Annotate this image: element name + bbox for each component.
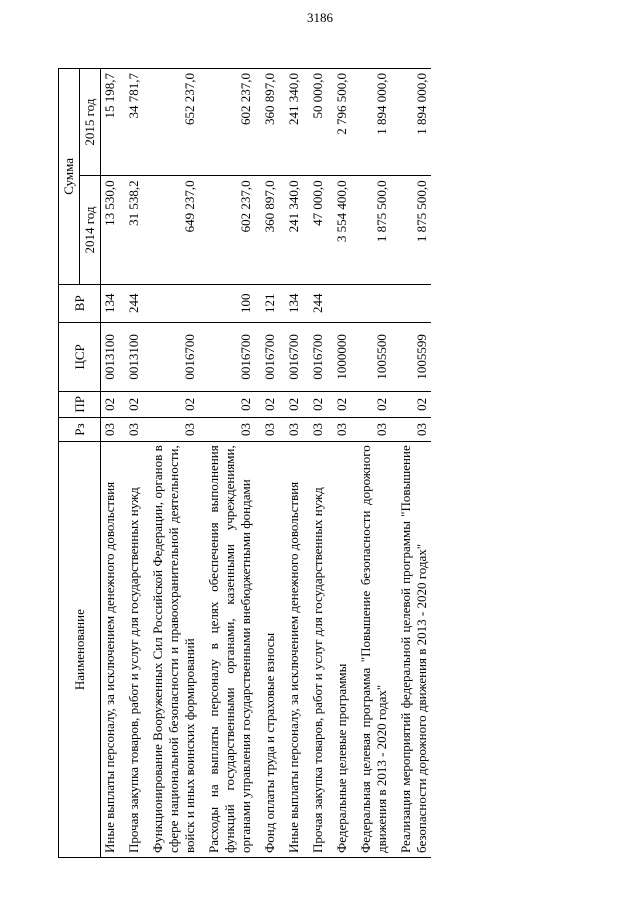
row-sum-2014: 649 237,0 (149, 176, 199, 284)
row-vr (397, 284, 431, 322)
row-vr: 121 (261, 284, 279, 322)
row-pr: 02 (125, 392, 143, 418)
row-rz: 03 (205, 417, 255, 442)
row-name: Фонд оплаты труда и страховые взносы (261, 442, 279, 858)
row-sum-2014: 47 000,0 (309, 176, 327, 284)
row-sum-2014: 241 340,0 (285, 176, 303, 284)
header-pr: ПР (59, 392, 101, 418)
table-row (261, 69, 279, 858)
row-vr (357, 284, 391, 322)
row-csr: 1000000 (333, 322, 351, 391)
row-name: Иные выплаты персоналу, за исключением денежного довольствия (101, 442, 120, 858)
row-rz: 03 (261, 417, 279, 442)
row-pr: 02 (309, 392, 327, 418)
row-name: Федеральные целевые программы (333, 442, 351, 858)
row-csr: 0013100 (125, 322, 143, 391)
row-pr: 02 (101, 392, 120, 418)
row-csr: 0016700 (309, 322, 327, 391)
row-sum-2014: 602 237,0 (205, 176, 255, 284)
row-name: Федеральная целевая программа "Повышение безопасности дорожного движения в 2013 - 2020 годах" (357, 442, 391, 858)
row-csr: 0016700 (285, 322, 303, 391)
row-sum-2015: 602 237,0 (205, 69, 255, 176)
row-csr: 0016700 (261, 322, 279, 391)
row-pr: 02 (333, 392, 351, 418)
table-row (309, 69, 327, 858)
row-sum-2015: 1 894 000,0 (397, 69, 431, 176)
row-sum-2015: 34 781,7 (125, 69, 143, 176)
row-sum-2015: 241 340,0 (285, 69, 303, 176)
row-vr (149, 284, 199, 322)
page-number: 3186 (307, 10, 333, 25)
row-pr: 02 (357, 392, 391, 418)
row-vr: 134 (101, 284, 120, 322)
row-sum-2015: 2 796 500,0 (333, 69, 351, 176)
row-rz: 03 (333, 417, 351, 442)
row-csr: 1005500 (357, 322, 391, 391)
table-row (101, 69, 120, 858)
row-vr: 244 (309, 284, 327, 322)
row-name: Функционирование Вооруженных Сил Российской Федерации, органов в сфере национальной безопасности и правоохранительной деятельности, войск и иных воинских формирований (149, 442, 199, 858)
header-name: Наименование (59, 442, 101, 858)
row-pr: 02 (149, 392, 199, 418)
row-sum-2014: 1 875 500,0 (397, 176, 431, 284)
row-vr: 134 (285, 284, 303, 322)
row-csr: 0016700 (149, 322, 199, 391)
table-row (285, 69, 303, 858)
row-pr: 02 (205, 392, 255, 418)
row-name: Реализация мероприятий федеральной целевой программы "Повышение безопасности дорожного движения в 2013 - 2020 годах" (397, 442, 431, 858)
row-name: Прочая закупка товаров, работ и услуг для государственных нужд (309, 442, 327, 858)
header-2015: 2015 год (80, 69, 101, 176)
table-row (333, 69, 351, 858)
row-vr: 100 (205, 284, 255, 322)
row-csr: 0013100 (101, 322, 120, 391)
row-name: Расходы на выплаты персоналу в целях обеспечения выполнения функций государственными органами, казенными учреждениями, органами управления государственными внебюджетными фондами (205, 442, 255, 858)
row-sum-2014: 1 875 500,0 (357, 176, 391, 284)
row-sum-2015: 15 198,7 (101, 69, 120, 176)
row-pr: 02 (397, 392, 431, 418)
budget-table (58, 68, 431, 858)
row-sum-2015: 652 237,0 (149, 69, 199, 176)
row-rz: 03 (125, 417, 143, 442)
header-rz: Рз (59, 417, 101, 442)
header-vr: ВР (59, 284, 101, 322)
table-row (205, 69, 255, 858)
row-csr: 0016700 (205, 322, 255, 391)
row-vr: 244 (125, 284, 143, 322)
row-sum-2014: 13 530,0 (101, 176, 120, 284)
rotated-page (58, 68, 585, 858)
row-sum-2015: 1 894 000,0 (357, 69, 391, 176)
header-csr: ЦСР (59, 322, 101, 391)
row-sum-2014: 31 538,2 (125, 176, 143, 284)
row-name: Иные выплаты персоналу, за исключением денежного довольствия (285, 442, 303, 858)
row-rz: 03 (285, 417, 303, 442)
row-sum-2014: 360 897,0 (261, 176, 279, 284)
table-row (149, 69, 199, 858)
row-rz: 03 (149, 417, 199, 442)
row-sum-2014: 3 554 400,0 (333, 176, 351, 284)
header-sum: Сумма (59, 69, 80, 285)
row-pr: 02 (261, 392, 279, 418)
row-vr (333, 284, 351, 322)
header-2014: 2014 год (80, 176, 101, 284)
row-rz: 03 (101, 417, 120, 442)
row-rz: 03 (309, 417, 327, 442)
row-rz: 03 (397, 417, 431, 442)
row-name: Прочая закупка товаров, работ и услуг для государственных нужд (125, 442, 143, 858)
row-pr: 02 (285, 392, 303, 418)
row-sum-2015: 360 897,0 (261, 69, 279, 176)
row-sum-2015: 50 000,0 (309, 69, 327, 176)
row-csr: 1005599 (397, 322, 431, 391)
table-row (397, 69, 431, 858)
row-rz: 03 (357, 417, 391, 442)
table-row (357, 69, 391, 858)
table-row (125, 69, 143, 858)
